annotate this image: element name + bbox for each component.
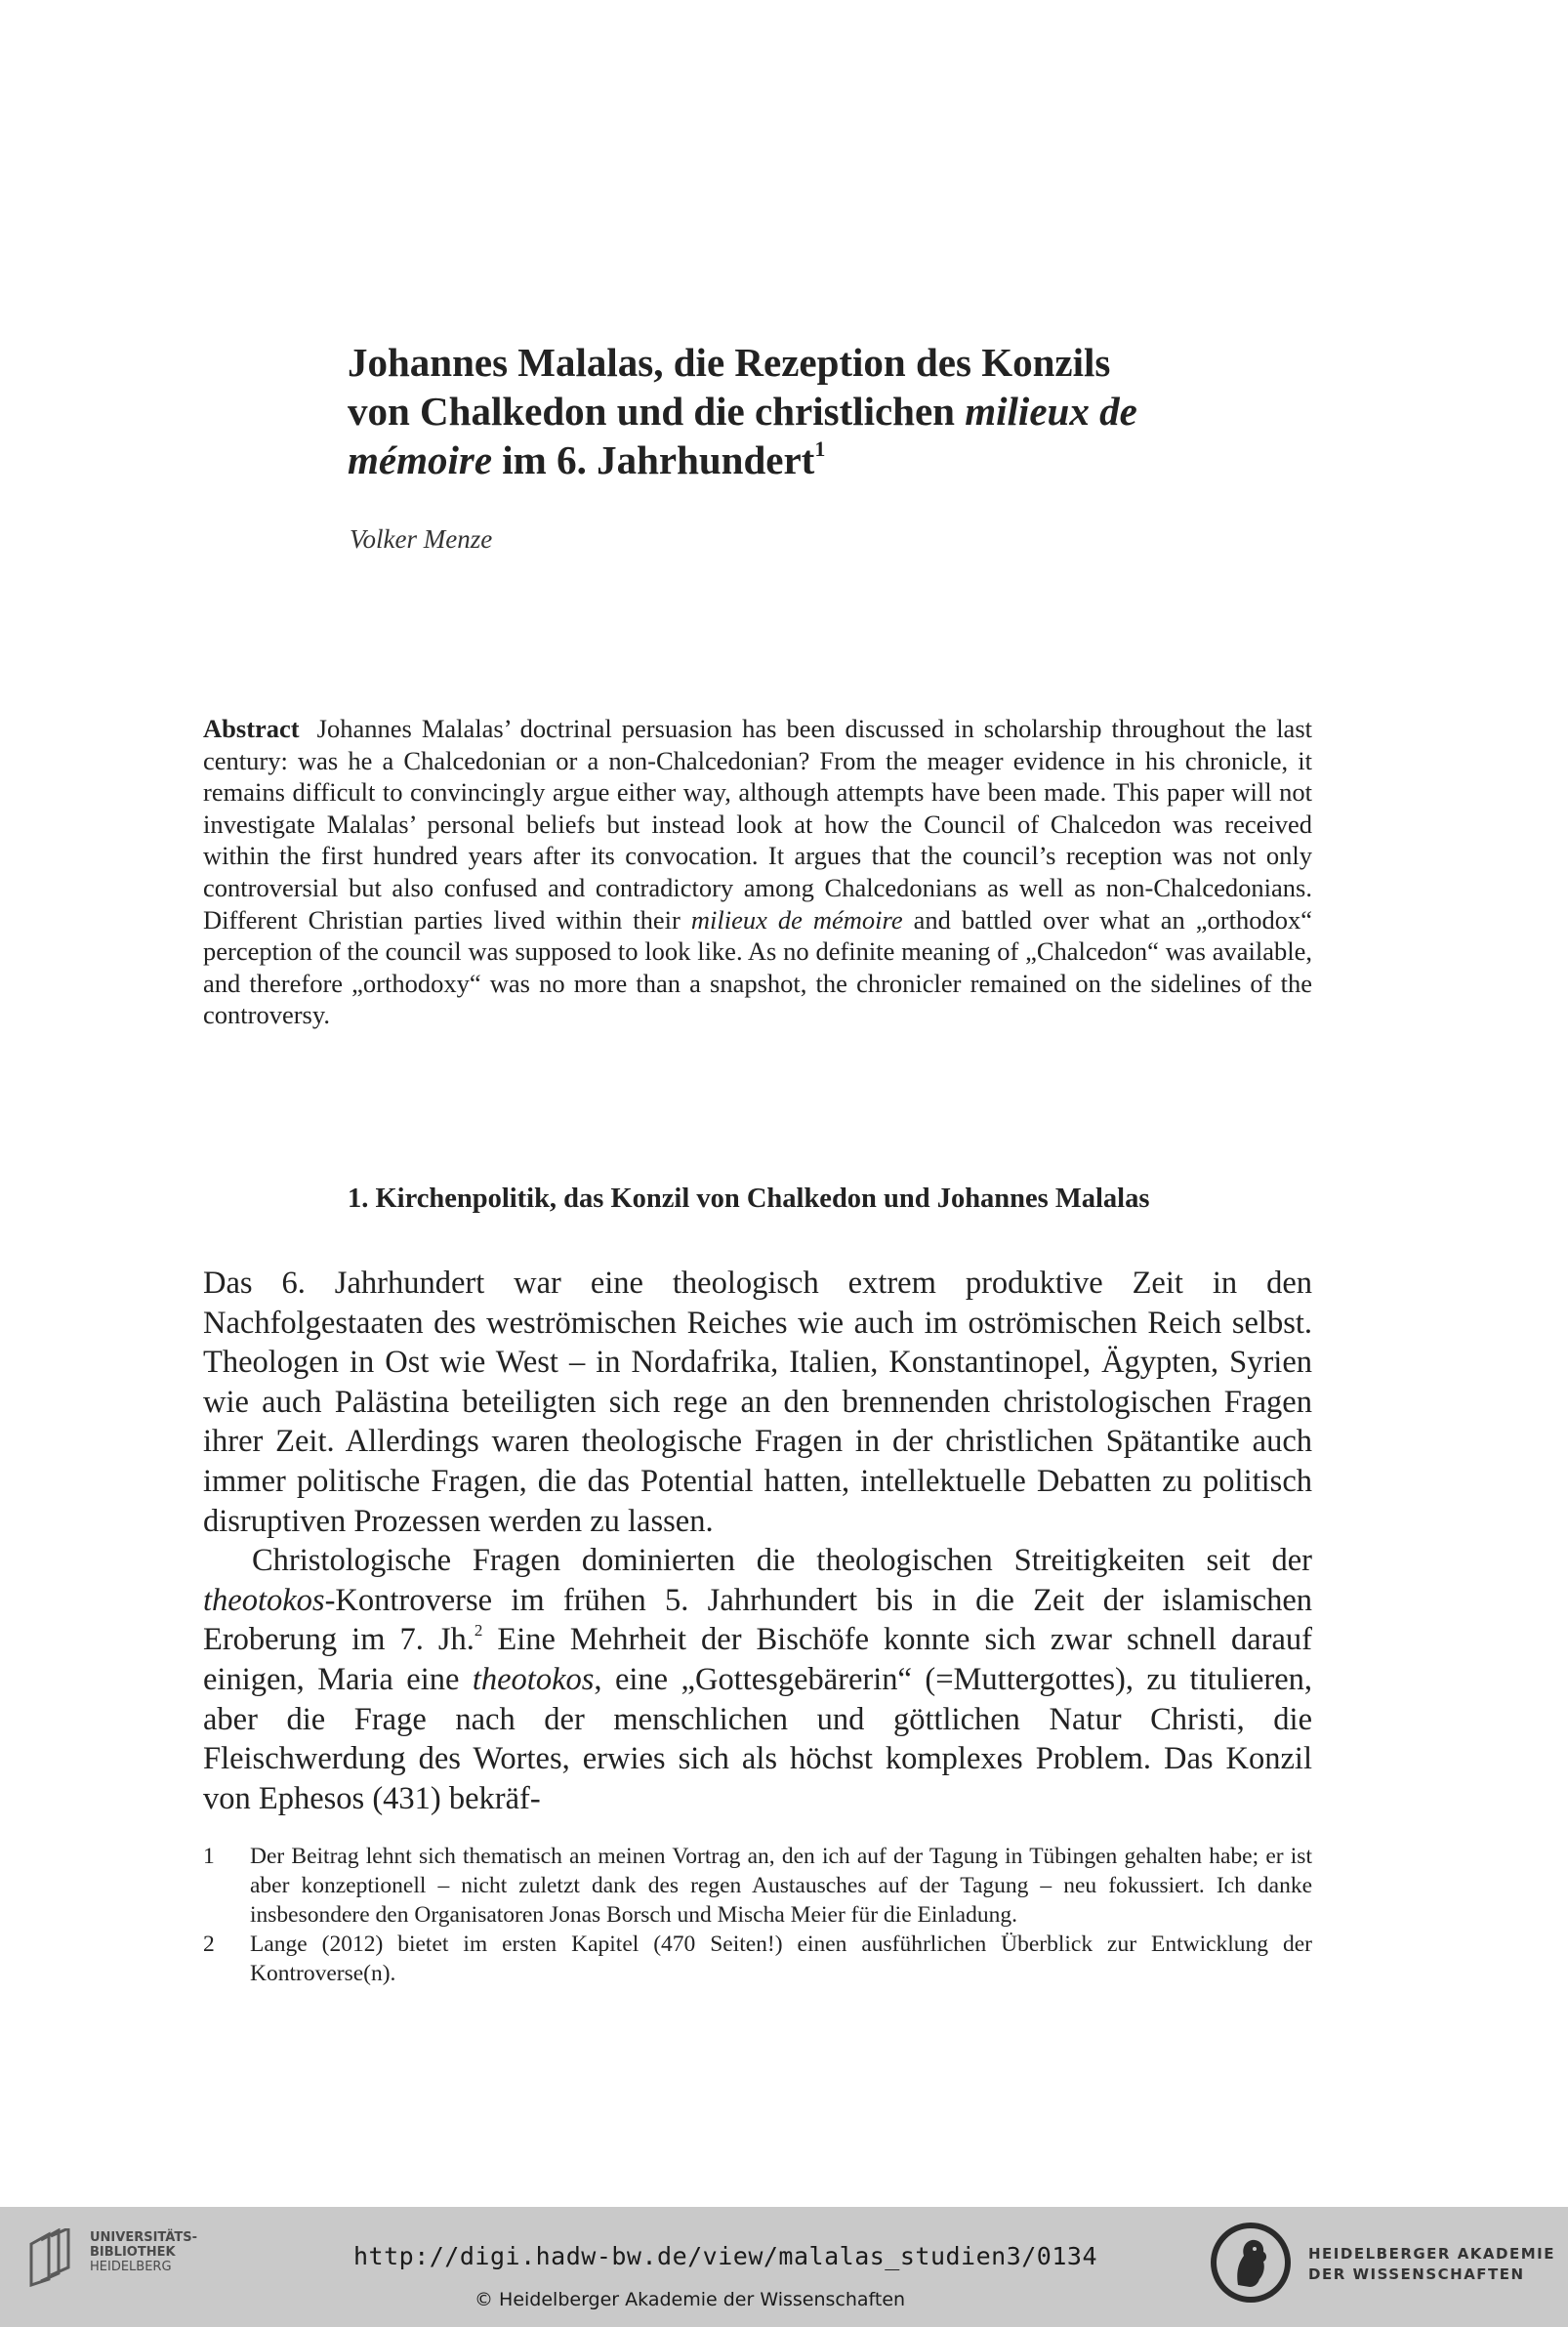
p2-text-f: , eine „Gottesgebärerin“ (=Muttergottes), zu titulieren, aber die Frage nach der menschlichen und göttlichen Natur Christi, die Fleischwerdung des Wortes, erwies sich als höchst komplexes Problem. Das Konzil von Ephesos (431) bekräf- xyxy=(203,1661,1312,1816)
section-heading: 1. Kirchenpolitik, das Konzil von Chalkedon und Johannes Malalas xyxy=(348,1184,1150,1214)
viewer-footer-bar xyxy=(0,2207,1568,2327)
haw-line-2: DER WISSENSCHAFTEN xyxy=(1308,2265,1525,2283)
abstract-text-1: Johannes Malalas’ doctrinal persuasion has been discussed in scholarship throughout the last century: was he a Chalcedonian or a non-Chalcedonian? From the meager evidence in his chronicle, it remains difficult to convincingly argue either way, although attempts have been made. This paper will not investigate Malalas’ personal beliefs but instead look at how the Council of Chalcedon was received within the first hundred years after its convocation. It argues that the council’s reception was not only controversial but also confused and contradictory among Chalcedonians as well as non-Chalcedonians. Different Christian parties lived within their xyxy=(203,714,1312,935)
title-line-2-plain: von Chalkedon und die christlichen xyxy=(348,389,966,434)
body-paragraph-1: Das 6. Jahrhundert war eine theologisch extrem produktive Zeit in den Nachfolgestaaten des weströmischen Reiches wie auch im oströmischen Reich selbst. Theologen in Ost wie West – in Nordafrika, Italien, Konstantinopel, Ägypten, Syrien wie auch Palästina beteiligten sich rege an den brennenden christologischen Fragen ihrer Zeit. Allerdings waren theologische Fragen in der christlichen Spätantike auch immer politische Fragen, die das Potential hatten, intellektuelle Debatten zu politisch disruptiven Prozessen werden zu lassen. xyxy=(203,1266,1312,1539)
footnote-2 xyxy=(203,1930,1312,1988)
p2-italic-theotokos-2: theotokos xyxy=(472,1661,595,1697)
footnote-ref-2[interactable]: 2 xyxy=(474,1621,483,1641)
footnote-number: 2 xyxy=(203,1932,215,1957)
library-books-icon[interactable] xyxy=(27,2228,78,2287)
title-line-1: Johannes Malalas, die Rezeption des Konzils xyxy=(348,340,1111,385)
permalink-url[interactable]: http://digi.hadw-bw.de/view/malalas_studien3/0134 xyxy=(353,2242,1098,2270)
academy-seal-icon[interactable] xyxy=(1209,2221,1293,2305)
title-footnote-mark[interactable]: 1 xyxy=(814,436,826,461)
p2-italic-theotokos-1: theotokos xyxy=(203,1582,325,1618)
title-line-2 xyxy=(348,387,1324,436)
university-library-label xyxy=(90,2230,197,2274)
abstract-label: Abstract xyxy=(203,714,300,743)
footnote-text: Der Beitrag lehnt sich thematisch an meinen Vortrag an, den ich auf der Tagung in Tübingen gehalten habe; er ist aber konzeptionell – nicht zuletzt dank des regen Austausches auf der Tagung – neu fokussiert. Ich danke insbesondere den Organisatoren Jonas Borsch und Mischa Meier für die Einladung. xyxy=(250,1844,1312,1928)
footnote-text: Lange (2012) bietet im ersten Kapitel (470 Seiten!) einen ausführlichen Überblick zur Entwicklung der Kontroverse(n). xyxy=(250,1932,1312,1986)
footnote-number: 1 xyxy=(203,1844,215,1869)
ub-line-1: UNIVERSITÄTS- xyxy=(90,2230,197,2245)
copyright-notice: © Heidelberger Akademie der Wissenschaften xyxy=(475,2289,906,2310)
article-title xyxy=(348,338,1324,484)
title-line-2-italic: milieux de xyxy=(965,389,1137,434)
ub-line-2: BIBLIOTHEK xyxy=(90,2245,176,2260)
ub-line-3: HEIDELBERG xyxy=(90,2260,172,2274)
p2-text-a: Christologische Fragen dominierten die theologischen Streitigkeiten seit der xyxy=(252,1543,1312,1579)
title-line-3-plain: im 6. Jahrhundert xyxy=(492,437,815,482)
academy-label xyxy=(1308,2244,1555,2285)
abstract-text-2: and battled over what an „orthodox“ perception of the council was supposed to look like. As no definite meaning of „Chalcedon“ was available, and therefore „orthodoxy“ was no more than a snapshot, the chronicler remained on the sidelines of the controversy. xyxy=(203,904,1312,1030)
haw-line-1: HEIDELBERGER AKADEMIE xyxy=(1308,2245,1555,2263)
footnote-1 xyxy=(203,1842,1312,1930)
body-text xyxy=(203,1264,1312,1818)
abstract-italic: milieux de mémoire xyxy=(690,904,903,935)
article-author: Volker Menze xyxy=(350,524,493,554)
body-paragraph-2 xyxy=(203,1541,1312,1818)
title-line-3-italic: mémoire xyxy=(348,437,493,482)
title-line-3 xyxy=(348,436,1324,484)
footnotes xyxy=(203,1842,1312,1988)
p2-text-d: Eine Mehrheit der Bischöfe konnte sich zwar schnell darauf einigen, Maria eine xyxy=(203,1622,1312,1697)
p2-text-c: -Kontroverse im frühen 5. Jahrhundert bis in die Zeit der islamischen Eroberung im 7. Jh. xyxy=(203,1582,1312,1658)
abstract xyxy=(203,713,1312,1031)
